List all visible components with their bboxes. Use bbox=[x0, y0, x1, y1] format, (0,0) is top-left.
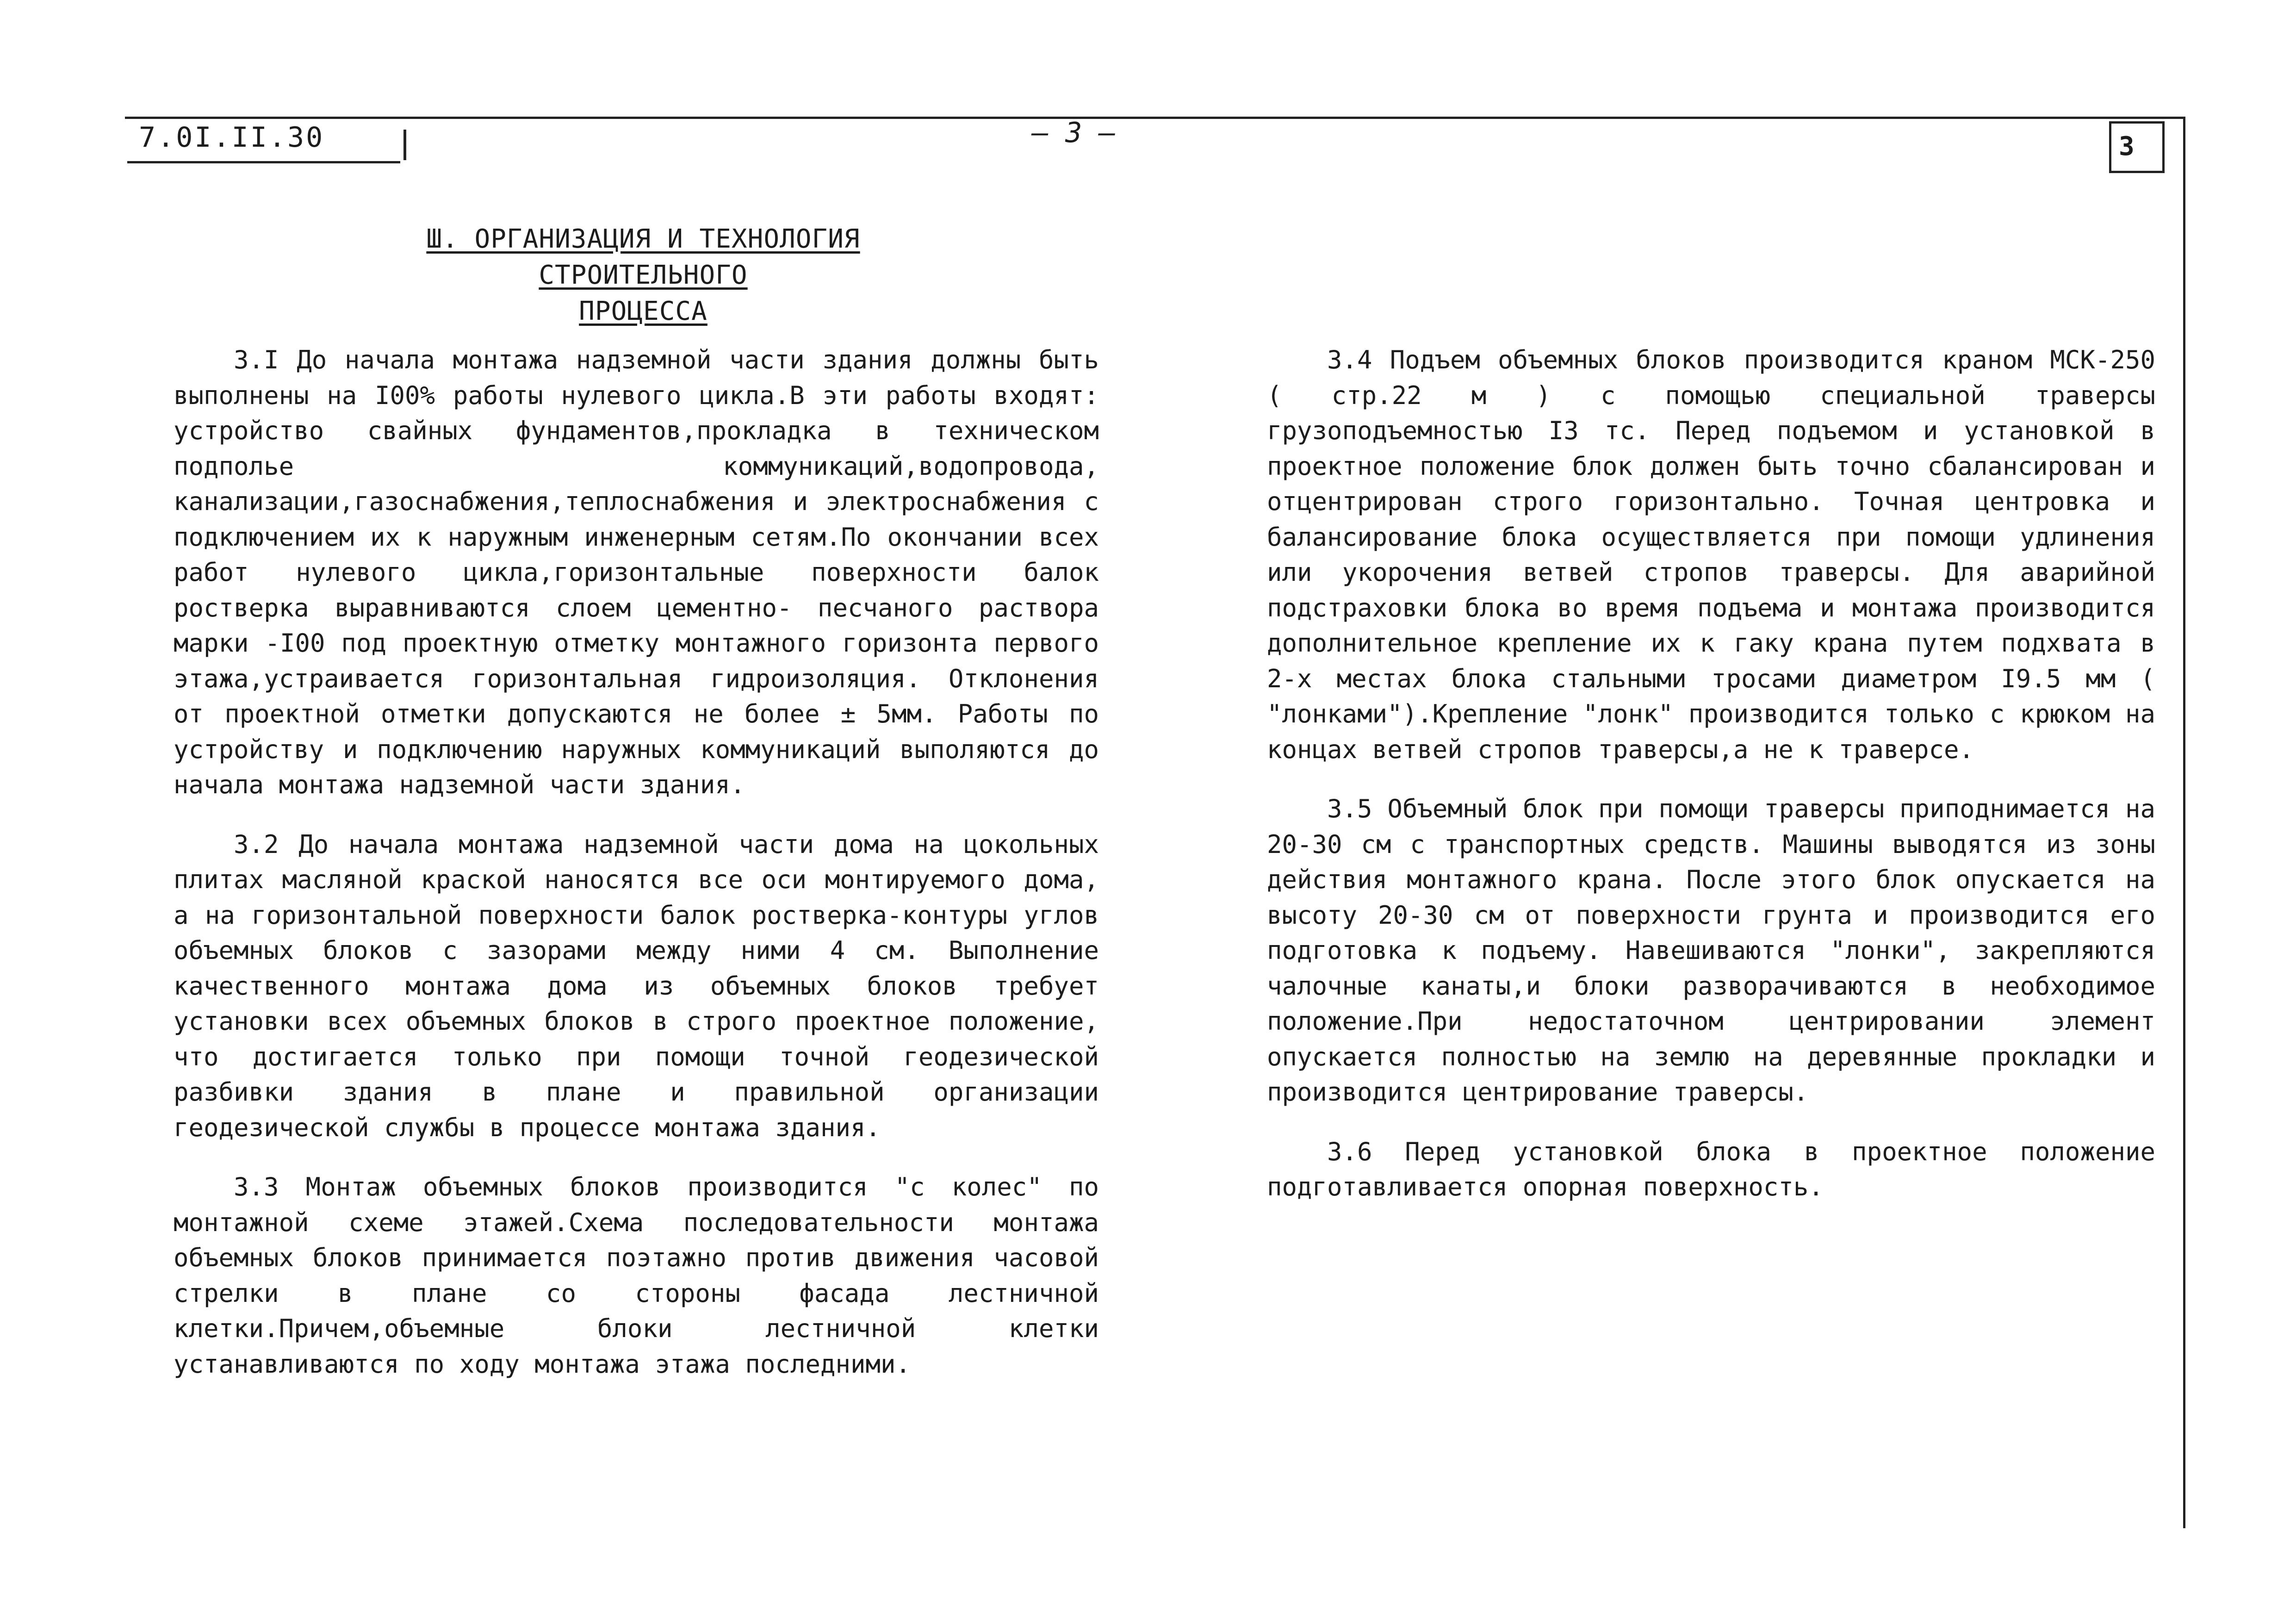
frame-right-line bbox=[2183, 117, 2185, 1528]
frame-top-line bbox=[125, 117, 2184, 119]
right-text-column bbox=[1267, 342, 2155, 1229]
document-code-underline bbox=[127, 161, 400, 163]
section-title-line-2: ПРОЦЕССА bbox=[579, 296, 707, 326]
paragraph-3-3: 3.3 Монтаж объемных блоков производится "с колес" по монтажной схеме этажей.Схема последовательности монтажа объемных блоков принимается поэтажно против движения часовой стрелки в плане со стороны фасада лестничной клетки.Причем,объемные блоки лестничной клетки устанавливаются по ходу монтажа этажа последними. bbox=[174, 1172, 1099, 1379]
sheet-number-box bbox=[2109, 121, 2165, 173]
left-text-column bbox=[174, 342, 1099, 1406]
sheet-number: 3 bbox=[2119, 131, 2135, 162]
page-number-marker: — 3 — bbox=[1032, 117, 1116, 149]
document-code: 7.0I.II.30 bbox=[139, 121, 325, 154]
paragraph-3-4: 3.4 Подъем объемных блоков производится краном МСК-250 ( стр.22 м ) с помощью специальной траверсы грузоподъемностью I3 тс. Перед подъемом и установкой в проектное положение блок должен быть точно сбалансирован и отцентрирован строго горизонтально. Точная центровка и балансирование блока осуществляется при помощи удлинения или укорочения ветвей стропов траверсы. Для аварийной подстраховки блока во время подъема и монтажа производится дополнительное крепление их к гаку крана путем подхвата в 2-х местах блока стальными тросами диаметром I9.5 мм ( "лонками").Крепление "лонк" производится только с крюком на концах ветвей стропов траверсы,а не к траверсе. bbox=[1267, 345, 2155, 764]
paragraph-3-6: 3.6 Перед установкой блока в проектное положение подготавливается опорная поверхность. bbox=[1267, 1137, 2155, 1201]
paragraph-3-5: 3.5 Объемный блок при помощи траверсы приподнимается на 20-30 см с транспортных средств. Машины выводятся из зоны действия монтажного крана. После этого блок опускается на высоту 20-30 см от поверхности грунта и производится его подготовка к подъему. Навешиваются "лонки", закрепляются чалочные канаты,и блоки разворачиваются в необходимое положение.При недостаточном центрировании элемент опускается полностью на землю на деревянные прокладки и производится центрирование траверсы. bbox=[1267, 794, 2155, 1107]
section-title-line-1: Ш. ОРГАНИЗАЦИЯ И ТЕХНОЛОГИЯ СТРОИТЕЛЬНОГО bbox=[426, 224, 860, 290]
header-tick-mark bbox=[403, 130, 406, 160]
paragraph-3-2: 3.2 До начала монтажа надземной части дома на цокольных плитах масляной краской наносятся все оси монтируемого дома, а на горизонтальной поверхности балок ростверка-контуры углов объемных блоков с зазорами между ними 4 см. Выполнение качественного монтажа дома из объемных блоков требует установки всех объемных блоков в строго проектное положение, что достигается только при помощи точной геодезической разбивки здания в плане и правильной организации геодезической службы в процессе монтажа здания. bbox=[174, 829, 1099, 1142]
section-title bbox=[333, 221, 953, 330]
paragraph-3-1: 3.I До начала монтажа надземной части здания должны быть выполнены на I00% работы нулевого цикла.В эти работы входят: устройство свайных фундаментов,прокладка в техническом подполье коммуникаций,водопровода, канализации,газоснабжения,теплоснабжения и электроснабжения с подключением их к наружным инженерным сетям.По окончании всех работ нулевого цикла,горизонтальные поверхности балок ростверка выравниваются слоем цементно- песчаного раствора марки -I00 под проектную отметку монтажного горизонта первого этажа,устраивается горизонтальная гидроизоляция. Отклонения от проектной отметки допускаются не более ± 5мм. Работы по устройству и подключению наружных коммуникаций выполяются до начала монтажа надземной части здания. bbox=[174, 345, 1099, 799]
